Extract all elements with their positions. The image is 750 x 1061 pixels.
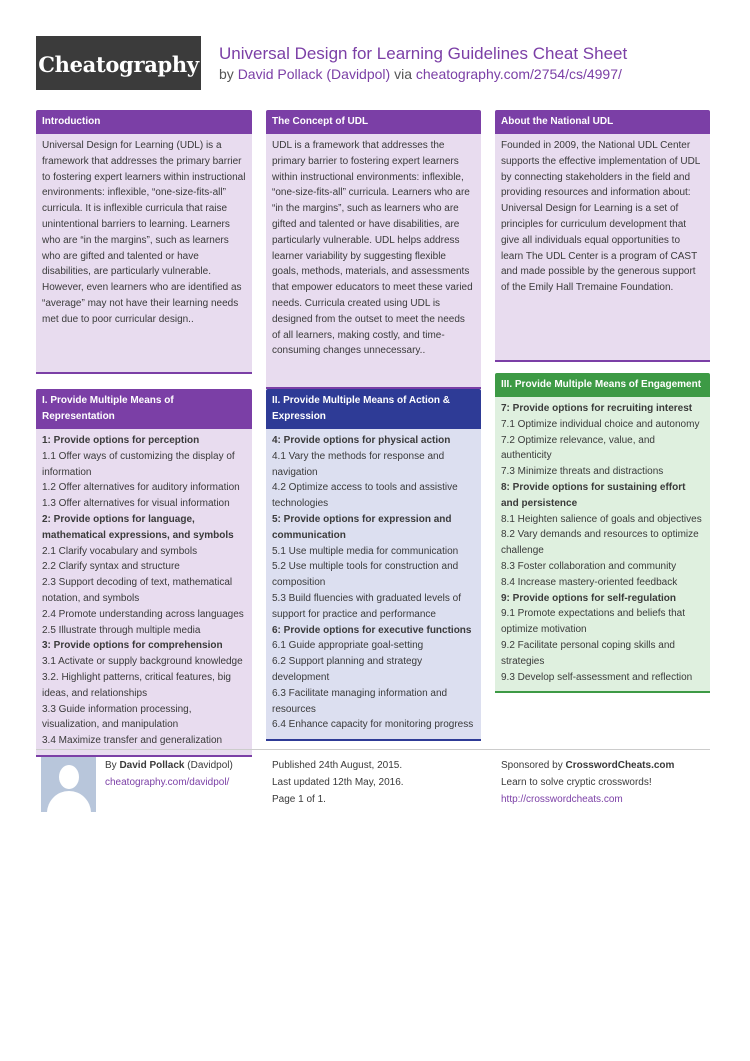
list-item: 3: Provide options for comprehension	[42, 640, 223, 652]
engagement-title: III. Provide Multiple Means of Engagement	[495, 373, 710, 397]
representation-title: I. Provide Multiple Means of Representation	[36, 389, 252, 429]
list-item: 2.1 Clarify vocabulary and symbols	[42, 545, 198, 557]
engagement-section	[495, 373, 710, 693]
list-item: 3.2. Highlight patterns, critical features, big ideas, and relationships	[42, 671, 231, 699]
introduction-body: Universal Design for Learning (UDL) is a framework that addresses the primary barrier to fostering expert learners within instructional environments: inflexible, “one-size-fits-all” curricula. It is inflexible curricula that raise unintentional barriers to learning. Learners who are “in the margins”, such as learners who are gifted and talented or have disabilities, are particularly vulnerable. However, even learners who are identified as “average” may not have their learning needs met due to poor curricular design..	[36, 134, 252, 374]
list-item: 6.3 Facilitate managing information and resources	[272, 687, 448, 715]
about-body: Founded in 2009, the National UDL Center supports the effective implementation of UDL by connecting stakeholders in the field and providing resources and information about: Universal Design for Learning is a set of principles for curriculum development that give all individuals equal opportunities to learn The UDL Center is a program of CAST and made possible by the generous support of the Emily Hall Tremaine Foundation.	[495, 134, 710, 362]
list-item: 8.1 Heighten salience of goals and objectives	[501, 513, 702, 525]
list-item: 6: Provide options for executive functions	[272, 624, 472, 636]
list-item: 5: Provide options for expression and communication	[272, 513, 452, 541]
logo-text: Cheatography	[38, 52, 199, 77]
list-item: 9.3 Develop self-assessment and reflection	[501, 671, 693, 683]
footer-sponsored-by: Sponsored by	[501, 760, 563, 771]
list-item: 5.1 Use multiple media for communication	[272, 545, 459, 557]
list-item: 5.3 Build fluencies with graduated levels of support for practice and performance	[272, 592, 462, 620]
list-item: 2.5 Illustrate through multiple media	[42, 624, 201, 636]
engagement-body	[495, 397, 710, 693]
list-item: 2.2 Clarify syntax and structure	[42, 561, 180, 573]
introduction-section	[36, 110, 252, 374]
list-item: 3.1 Activate or supply background knowledge	[42, 656, 243, 668]
author-link[interactable]: David Pollack (Davidpol)	[237, 66, 391, 82]
list-item: 7.1 Optimize individual choice and autonomy	[501, 418, 700, 430]
footer-sponsor-tagline: Learn to solve cryptic crosswords!	[501, 777, 652, 788]
action-body	[266, 429, 481, 741]
byline-via: via	[394, 66, 412, 82]
list-item: 1.1 Offer ways of customizing the display of information	[42, 450, 235, 478]
concept-section	[266, 110, 481, 389]
footer-sponsor-url[interactable]: http://crosswordcheats.com	[501, 794, 623, 805]
footer-publish-info	[272, 757, 404, 808]
introduction-title: Introduction	[36, 110, 252, 134]
list-item: 8.4 Increase mastery-oriented feedback	[501, 576, 678, 588]
footer-author-line	[105, 757, 233, 774]
list-item: 9.2 Facilitate personal coping skills and strategies	[501, 639, 675, 667]
sheet-url-link[interactable]: cheatography.com/2754/cs/4997/	[415, 66, 622, 82]
page-byline	[219, 66, 622, 82]
footer-author-url[interactable]: cheatography.com/davidpol/	[105, 777, 230, 788]
representation-section	[36, 389, 252, 757]
list-item: 1: Provide options for perception	[42, 435, 200, 446]
list-item: 7: Provide options for recruiting interest	[501, 403, 693, 414]
list-item: 6.4 Enhance capacity for monitoring progress	[272, 719, 474, 731]
action-section	[266, 389, 481, 741]
footer-sponsor-name: CrosswordCheats.com	[565, 760, 675, 771]
list-item: 6.1 Guide appropriate goal-setting	[272, 640, 424, 652]
footer-divider	[36, 749, 710, 750]
footer-updated: Last updated 12th May, 2016.	[272, 777, 404, 788]
list-item: 6.2 Support planning and strategy development	[272, 656, 423, 683]
list-item: 3.4 Maximize transfer and generalization	[42, 735, 223, 747]
avatar-body-shape	[47, 791, 91, 812]
byline-by: by	[219, 66, 234, 82]
list-item: 2: Provide options for language, mathematical expressions, and symbols	[42, 513, 234, 541]
list-item: 8: Provide options for sustaining effort and persistence	[501, 481, 686, 509]
avatar-head-shape	[59, 765, 79, 789]
footer-sponsor	[501, 757, 674, 808]
footer-author-name: David Pollack	[119, 760, 185, 771]
representation-body	[36, 429, 252, 757]
author-avatar	[41, 757, 96, 812]
footer-author	[105, 757, 233, 791]
about-title: About the National UDL	[495, 110, 710, 134]
list-item: 4.2 Optimize access to tools and assistive technologies	[272, 482, 458, 510]
list-item: 7.2 Optimize relevance, value, and authenticity	[501, 434, 655, 462]
footer-sponsor-line	[501, 757, 674, 774]
list-item: 7.3 Minimize threats and distractions	[501, 466, 664, 478]
list-item: 4: Provide options for physical action	[272, 435, 451, 446]
footer-by: By	[105, 760, 117, 771]
page-title: Universal Design for Learning Guidelines Cheat Sheet	[219, 44, 628, 63]
action-title: II. Provide Multiple Means of Action & Expression	[266, 389, 481, 429]
list-item: 3.3 Guide information processing, visualization, and manipulation	[42, 703, 192, 731]
list-item: 8.2 Vary demands and resources to optimize challenge	[501, 529, 699, 557]
list-item: 1.2 Offer alternatives for auditory information	[42, 482, 240, 494]
list-item: 1.3 Offer alternatives for visual information	[42, 498, 230, 510]
footer-page-number: Page 1 of 1.	[272, 794, 326, 805]
list-item: 9.1 Promote expectations and beliefs that optimize motivation	[501, 608, 686, 636]
footer-author-handle: (Davidpol)	[187, 760, 233, 771]
concept-body: UDL is a framework that addresses the primary barrier to fostering expert learners within instructional environments: inflexible, “one-size-fits-all” curricula. Learners who are “in the margins”, such as learners who are gifted and talented or have disabilities, are particularly vulnerable. UDL helps address learner variability by suggesting flexible goals, methods, materials, and assessments that empower educators to meet these varied needs. Curricula created using UDL is designed from the outset to meet the needs of all learners, making costly, and time-consuming changes unnecessary..	[266, 134, 481, 389]
list-item: 2.3 Support decoding of text, mathematical notation, and symbols	[42, 577, 233, 604]
list-item: 8.3 Foster collaboration and community	[501, 560, 677, 572]
concept-title: The Concept of UDL	[266, 110, 481, 134]
list-item: 5.2 Use multiple tools for construction and composition	[272, 561, 459, 589]
list-item: 2.4 Promote understanding across languages	[42, 608, 244, 620]
cheatography-logo[interactable]	[36, 36, 201, 90]
about-section	[495, 110, 710, 362]
list-item: 4.1 Vary the methods for response and navigation	[272, 450, 445, 478]
list-item: 9: Provide options for self-regulation	[501, 592, 677, 604]
footer-published: Published 24th August, 2015.	[272, 760, 403, 771]
